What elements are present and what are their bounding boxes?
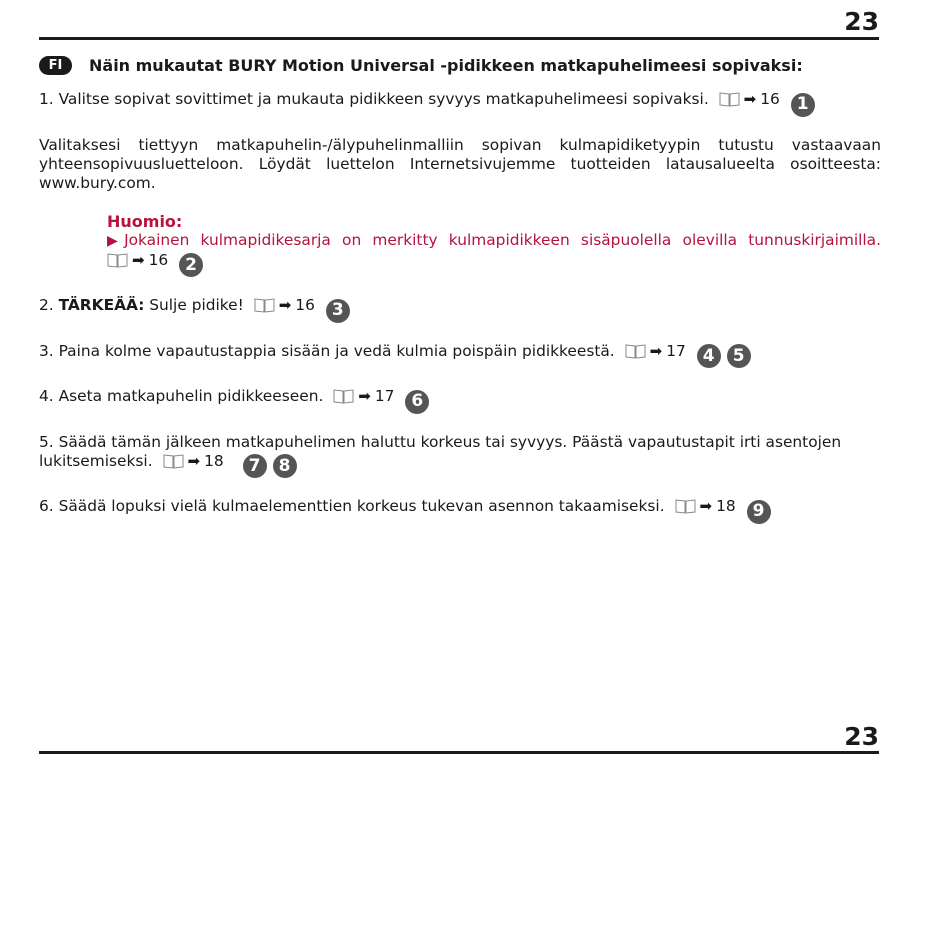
step-4 bbox=[39, 387, 881, 414]
step-5 bbox=[39, 433, 881, 479]
page-reference bbox=[158, 451, 297, 476]
step-text: 6. Säädä lopuksi vielä kulmaelementtien korkeus tukevan asennon takaamiseksi. bbox=[39, 497, 665, 515]
step-text: 3. Paina kolme vapautustappia sisään ja vedä kulmia poispäin pidikkeestä. bbox=[39, 341, 615, 360]
note-title: Huomio: bbox=[107, 211, 183, 231]
figure-number-badge: 3 bbox=[326, 299, 350, 323]
book-icon bbox=[254, 298, 275, 313]
arrow-right-icon: ➡ bbox=[699, 497, 713, 515]
arrow-right-icon: ➡ bbox=[278, 296, 292, 314]
figure-number-badge: 2 bbox=[179, 253, 203, 277]
page-ref-number: 18 bbox=[204, 451, 224, 470]
figure-number-badge: 4 bbox=[697, 344, 721, 368]
info-paragraph: Valitaksesi tiettyyn matkapuhelin-/älypuhelinmalliin sopivan kulmapidiketyypin tutustu vastaavaan yhteensopivuusluetteloon. Löydät luettelon Internetsivujemme tuotteiden latausalueelta osoitteesta: www.bury.com. bbox=[39, 135, 881, 192]
book-icon bbox=[107, 253, 128, 268]
bottom-rule bbox=[39, 751, 879, 754]
step-text: 4. Aseta matkapuhelin pidikkeeseen. bbox=[39, 387, 324, 405]
book-icon bbox=[719, 92, 740, 107]
heading-text: Näin mukautat BURY Motion Universal -pidikkeen matkapuhelimeesi sopivaksi: bbox=[89, 56, 803, 75]
top-rule bbox=[39, 37, 879, 40]
page-reference bbox=[670, 497, 771, 521]
page-number-bottom: 23 bbox=[844, 722, 879, 751]
figure-number-badge: 9 bbox=[747, 500, 771, 524]
step-6 bbox=[39, 497, 881, 524]
step-text: 5. Säädä tämän jälkeen matkapuhelimen haluttu korkeus tai syvyys. Päästä vapautustapit irti asentojen lukitsemiseksi. bbox=[39, 432, 842, 470]
arrow-right-icon: ➡ bbox=[187, 451, 201, 470]
page-reference bbox=[714, 90, 815, 114]
page-ref-number: 16 bbox=[148, 250, 169, 269]
figure-number-badge: 6 bbox=[405, 390, 429, 414]
page-reference bbox=[328, 387, 429, 411]
note-marker: ▶ bbox=[107, 232, 125, 249]
language-badge: FI bbox=[39, 56, 72, 75]
page-ref-number: 16 bbox=[760, 90, 780, 108]
note-body bbox=[107, 231, 881, 251]
page-ref-number: 18 bbox=[716, 497, 736, 515]
page-ref-number: 17 bbox=[374, 387, 395, 405]
figure-number-badge: 5 bbox=[727, 344, 751, 368]
page-ref-number: 16 bbox=[295, 296, 315, 314]
step-1 bbox=[39, 90, 881, 117]
page-ref-number: 17 bbox=[666, 341, 686, 360]
book-icon bbox=[163, 454, 184, 469]
step-3 bbox=[39, 342, 881, 369]
book-icon bbox=[333, 389, 354, 404]
document-body bbox=[39, 56, 881, 543]
arrow-right-icon: ➡ bbox=[649, 341, 663, 360]
book-icon bbox=[625, 344, 646, 359]
figure-number-badge: 7 bbox=[243, 454, 267, 478]
arrow-right-icon: ➡ bbox=[132, 250, 145, 269]
note-box bbox=[107, 212, 881, 278]
page-reference bbox=[107, 251, 881, 278]
step-text: Sulje pidike! bbox=[144, 296, 244, 314]
step-emphasis: TÄRKEÄÄ: bbox=[58, 296, 145, 314]
arrow-right-icon: ➡ bbox=[743, 90, 757, 108]
figure-number-badge: 1 bbox=[791, 93, 815, 117]
figure-number-badge: 8 bbox=[273, 454, 297, 478]
step-number: 2. bbox=[39, 296, 59, 314]
step-2 bbox=[39, 296, 881, 323]
book-icon bbox=[675, 499, 696, 514]
note-text: Jokainen kulmapidikesarja on merkitty kulmapidikkeen sisäpuolella olevilla tunnuskirjaimilla. bbox=[124, 230, 881, 249]
step-text: 1. Valitse sopivat sovittimet ja mukauta pidikkeen syvyys matkapuhelimeesi sopivaksi. bbox=[39, 90, 709, 108]
page-number-top: 23 bbox=[844, 7, 879, 36]
section-heading bbox=[39, 56, 881, 75]
arrow-right-icon: ➡ bbox=[358, 387, 371, 405]
page-reference bbox=[249, 296, 350, 320]
page-reference bbox=[620, 341, 751, 366]
